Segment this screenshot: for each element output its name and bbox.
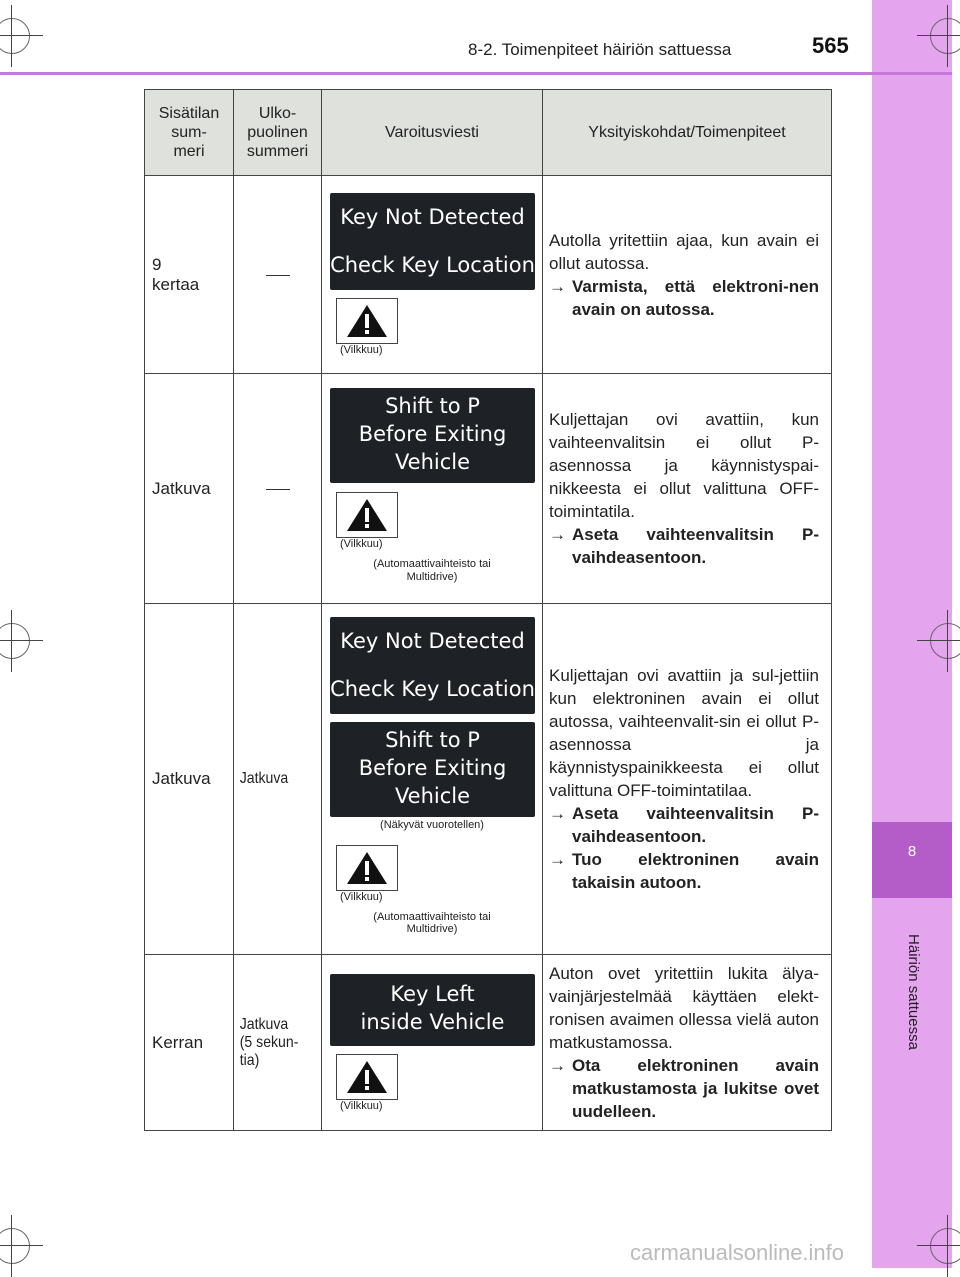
arrow-right-icon: → bbox=[549, 276, 566, 296]
crop-mark-icon bbox=[930, 18, 960, 54]
exterior-buzzer-cell bbox=[234, 374, 322, 604]
chapter-label: Häiriön sattuessa bbox=[905, 934, 922, 1050]
screen-line: inside Vehicle bbox=[360, 1009, 505, 1034]
details-description: Kuljettajan ovi avattiin ja sul-jettiin kun elektroninen avain ei ollut autossa, vaihteenvalit-sin ei ollut P-asennossa ja käynnistyspainikkeesta ei ollut valittuna OFF-toimintatilaa. bbox=[549, 666, 819, 800]
col-header-exterior-buzzer: Ulko- puolinen summeri bbox=[234, 90, 322, 176]
blink-caption: (Vilkkuu) bbox=[340, 344, 383, 356]
action-item bbox=[549, 523, 819, 569]
col-header-interior-buzzer: Sisätilan sum- meri bbox=[145, 90, 234, 176]
action-text: Aseta vaihteenvalitsin P-vaihdeasentoon. bbox=[572, 525, 819, 567]
screen-line: Before Exiting bbox=[358, 422, 507, 447]
arrow-right-icon: → bbox=[549, 525, 566, 544]
action-text: Ota elektroninen avain matkustamosta ja lukitse ovet uudelleen. bbox=[572, 1056, 819, 1121]
col-header-warning-message: Varoitusviesti bbox=[322, 90, 543, 176]
screen-line: Vehicle bbox=[394, 450, 471, 475]
transmission-note: (Automaattivaihteisto tai Multidrive) bbox=[373, 910, 491, 936]
interior-buzzer-cell: Jatkuva bbox=[145, 604, 234, 955]
screen-line: Check Key Location bbox=[330, 253, 535, 277]
crop-mark-icon bbox=[0, 623, 30, 659]
warning-triangle-icon bbox=[336, 1054, 398, 1100]
warning-triangle-icon bbox=[336, 492, 398, 538]
header-rule bbox=[0, 72, 952, 75]
dash-icon bbox=[266, 275, 290, 276]
details-cell bbox=[543, 955, 832, 1131]
arrow-right-icon: → bbox=[549, 804, 566, 823]
screen-line: Shift to P bbox=[385, 394, 480, 419]
action-item bbox=[549, 802, 819, 848]
blink-caption: (Vilkkuu) bbox=[340, 538, 383, 551]
display-screen bbox=[330, 722, 535, 817]
action-item bbox=[549, 275, 819, 321]
arrow-right-icon: → bbox=[549, 1056, 566, 1075]
exterior-buzzer-cell bbox=[234, 176, 322, 374]
screen-line: Vehicle bbox=[394, 783, 471, 808]
details-cell bbox=[543, 374, 832, 604]
crop-mark-icon bbox=[930, 623, 960, 659]
warning-message-cell bbox=[322, 374, 543, 604]
action-text: Aseta vaihteenvalitsin P-vaihdeasentoon. bbox=[572, 804, 819, 846]
warning-triangle-icon bbox=[336, 298, 398, 344]
warning-message-cell bbox=[322, 604, 543, 955]
details-description: Auton ovet yritettiin lukita älya-vainjärjestelmää käyttäen elekt-ronisen avaimen ollessa vielä auton matkustamossa. bbox=[549, 964, 819, 1052]
alternate-caption: (Näkyvät vuorotellen) bbox=[380, 818, 484, 831]
screen-line: Key Not Detected bbox=[340, 205, 525, 229]
footer-watermark: carmanualsonline.info bbox=[630, 1240, 845, 1265]
table-row bbox=[145, 955, 832, 1131]
crop-mark-icon bbox=[0, 18, 30, 54]
details-description: Autolla yritettiin ajaa, kun avain ei ollut autossa. bbox=[549, 230, 819, 273]
action-item bbox=[549, 848, 819, 894]
warning-message-cell bbox=[322, 176, 543, 374]
table-row bbox=[145, 374, 832, 604]
crop-mark-icon bbox=[0, 1228, 30, 1264]
blink-caption: (Vilkkuu) bbox=[340, 890, 383, 903]
screen-line: Key Not Detected bbox=[340, 628, 525, 653]
exterior-buzzer-cell: Jatkuva (5 sekun- tia) bbox=[234, 955, 311, 1131]
action-item bbox=[549, 1054, 819, 1123]
col-header-details: Yksityiskohdat/Toimenpiteet bbox=[543, 90, 832, 176]
table-header-row bbox=[145, 90, 832, 176]
display-screen bbox=[330, 388, 535, 483]
display-screen bbox=[330, 193, 535, 290]
warning-message-cell bbox=[322, 955, 543, 1131]
table-row bbox=[145, 176, 832, 374]
screen-line: Check Key Location bbox=[330, 676, 535, 701]
chapter-number-tab: 8 bbox=[872, 822, 952, 898]
interior-buzzer-cell: 9 kertaa bbox=[145, 176, 234, 374]
interior-buzzer-cell: Kerran bbox=[145, 955, 234, 1131]
action-text: Varmista, että elektroni-nen avain on autossa. bbox=[572, 276, 819, 319]
details-cell bbox=[543, 604, 832, 955]
screen-line: Shift to P bbox=[385, 727, 480, 752]
warning-table bbox=[144, 89, 832, 1131]
crop-mark-icon bbox=[930, 1228, 960, 1264]
page-number: 565 bbox=[812, 33, 849, 58]
section-title: 8-2. Toimenpiteet häiriön sattuessa bbox=[468, 40, 732, 59]
blink-caption: (Vilkkuu) bbox=[340, 1099, 383, 1112]
details-description: Kuljettajan ovi avattiin, kun vaihteenvalitsin ei ollut P-asennossa ja käynnistyspai-nikkeesta ei ollut valittuna OFF-toimintatila. bbox=[549, 410, 819, 521]
details-cell bbox=[543, 176, 832, 374]
arrow-right-icon: → bbox=[549, 850, 566, 869]
screen-line: Key Left bbox=[390, 981, 475, 1006]
screen-line: Before Exiting bbox=[358, 755, 507, 780]
display-screen bbox=[330, 617, 535, 714]
dash-icon bbox=[266, 489, 290, 490]
display-screen bbox=[330, 974, 535, 1046]
exterior-buzzer-cell: Jatkuva bbox=[234, 604, 311, 955]
interior-buzzer-cell: Jatkuva bbox=[145, 374, 234, 604]
action-text: Tuo elektroninen avain takaisin autoon. bbox=[572, 850, 819, 892]
transmission-note: (Automaattivaihteisto tai Multidrive) bbox=[373, 558, 491, 583]
warning-triangle-icon bbox=[336, 845, 398, 891]
table-row bbox=[145, 604, 832, 955]
